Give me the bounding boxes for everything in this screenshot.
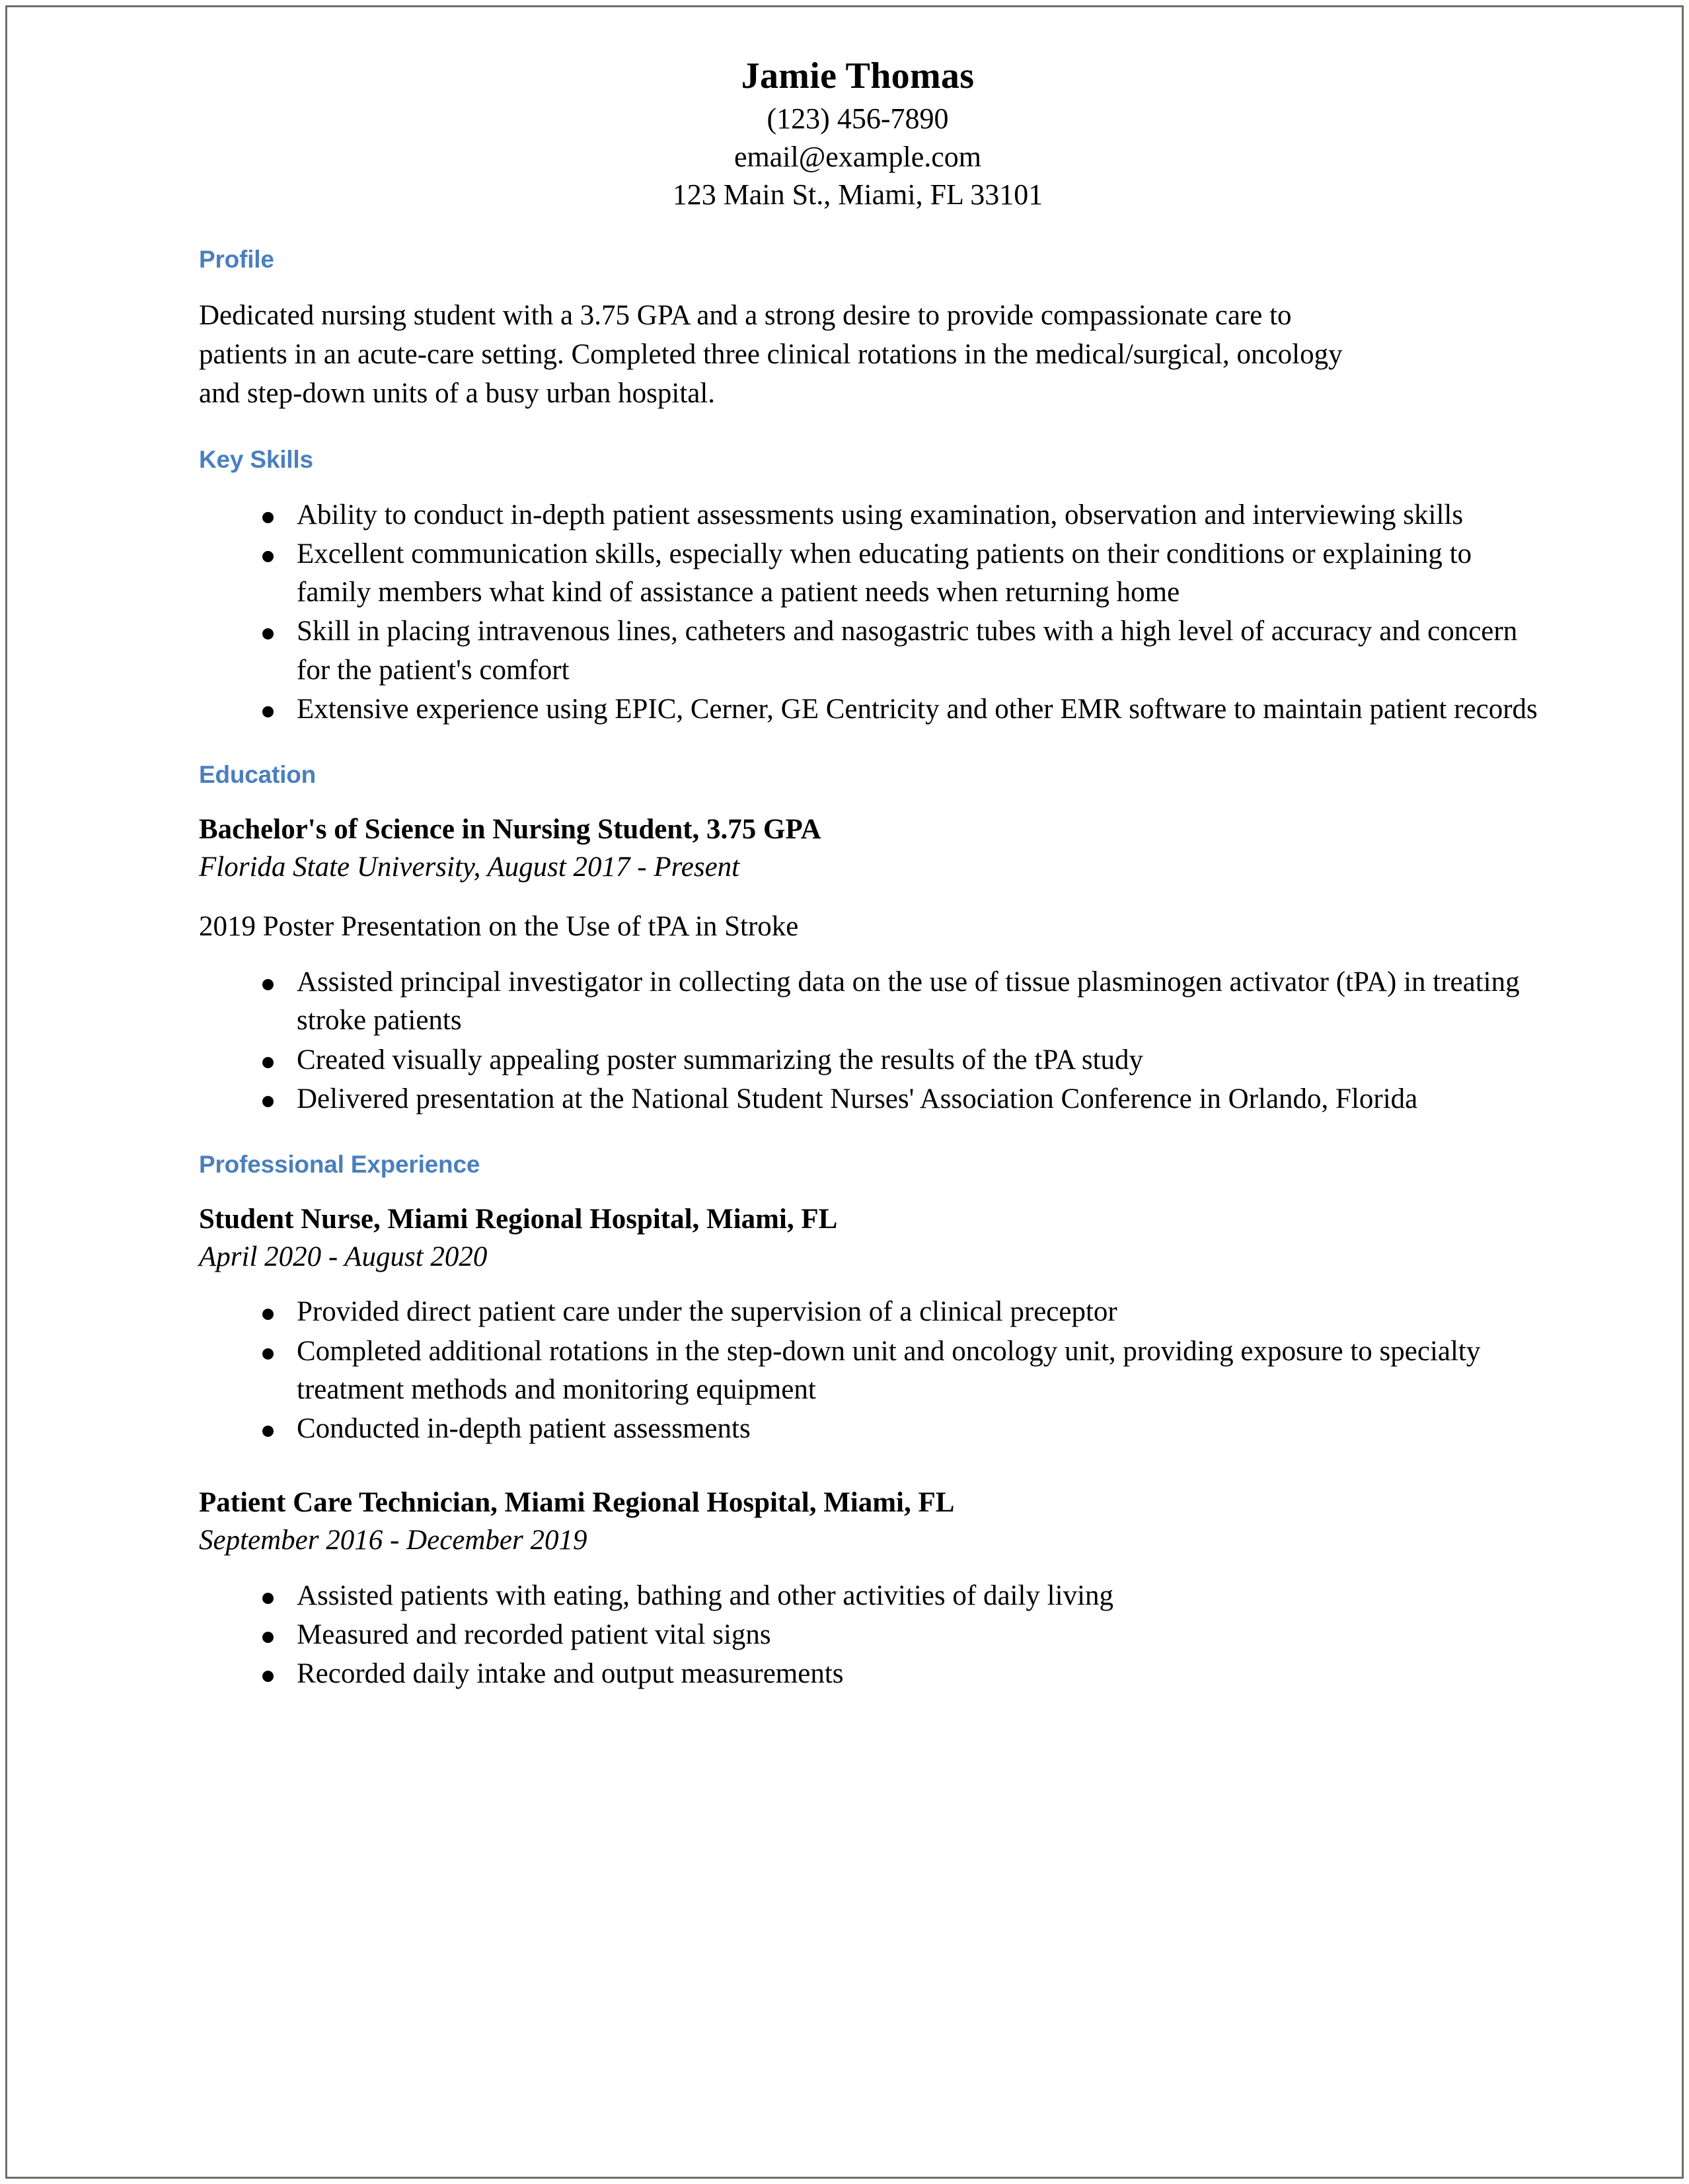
list-item (199, 1080, 1543, 1118)
bullet-dot-icon (262, 1348, 274, 1360)
key-skills-list (199, 496, 1543, 729)
bullet-dot-icon (262, 512, 274, 523)
list-item-text: Measured and recorded patient vital signs (297, 1619, 771, 1651)
list-item (199, 1616, 1543, 1654)
section-heading-key-skills: Key Skills (199, 445, 313, 473)
list-item-text: Recorded daily intake and output measurements (297, 1658, 844, 1690)
job-dates: April 2020 - August 2020 (199, 1241, 488, 1272)
bullet-dot-icon (262, 1671, 274, 1682)
list-item (199, 1410, 1543, 1448)
section-heading-professional-experience: Professional Experience (199, 1151, 480, 1179)
experience-entry-student-nurse (199, 1201, 1543, 1449)
bullet-dot-icon (262, 1632, 274, 1643)
list-item (199, 496, 1543, 534)
bullet-dot-icon (262, 1096, 274, 1107)
section-key-skills (199, 444, 1543, 729)
job-title: Student Nurse, Miami Regional Hospital, Miami, FL (199, 1203, 838, 1235)
list-item (199, 963, 1543, 1040)
candidate-address: 123 Main St., Miami, FL 33101 (672, 178, 1043, 211)
list-item-text: Skill in placing intravenous lines, catheters and nasogastric tubes with a high level of accuracy and concern for the patient's comfort (297, 616, 1518, 686)
list-item (199, 1577, 1543, 1615)
list-item-text: Extensive experience using EPIC, Cerner, GE Centricity and other EMR software to maintain patient records (297, 693, 1538, 725)
bullet-dot-icon (262, 1309, 274, 1320)
bullet-dot-icon (262, 706, 274, 717)
job-duties-list (199, 1577, 1543, 1694)
experience-entry-patient-care-technician (199, 1484, 1543, 1693)
list-item (199, 690, 1543, 729)
education-entry (199, 811, 1543, 1118)
list-item-text: Ability to conduct in-depth patient assessments using examination, observation and interviewing skills (297, 499, 1464, 530)
section-heading-profile: Profile (199, 245, 274, 273)
list-item-text: Delivered presentation at the National Student Nurses' Association Conference in Orlando, Florida (297, 1083, 1418, 1114)
education-school: Florida State University, August 2017 - Present (199, 851, 740, 883)
section-education (199, 759, 1543, 1118)
education-degree: Bachelor's of Science in Nursing Student, 3.75 GPA (199, 813, 821, 845)
list-item-text: Provided direct patient care under the supervision of a clinical preceptor (297, 1296, 1117, 1328)
list-item-text: Excellent communication skills, especially when educating patients on their conditions or explaining to family members what kind of assistance a patient needs when returning home (297, 538, 1472, 608)
list-item (199, 535, 1543, 612)
job-dates: September 2016 - December 2019 (199, 1525, 587, 1556)
list-item (199, 1293, 1543, 1331)
candidate-name: Jamie Thomas (741, 55, 975, 96)
list-item-text: Assisted patients with eating, bathing and other activities of daily living (297, 1580, 1114, 1611)
profile-paragraph: Dedicated nursing student with a 3.75 GPA and a strong desire to provide compassionate care to patients in an acute-care setting. Completed three clinical rotations in the medical/surgical, oncology and step-down units of a busy urban hospital. (199, 299, 1343, 410)
resume-sheet (7, 7, 1682, 2177)
list-item (199, 1655, 1543, 1693)
list-item-text: Conducted in-depth patient assessments (297, 1413, 751, 1445)
page-border (5, 5, 1684, 2179)
job-duties-list (199, 1293, 1543, 1448)
list-item (199, 1041, 1543, 1079)
resume-header (172, 54, 1543, 213)
bullet-dot-icon (262, 1593, 274, 1604)
bullet-dot-icon (262, 1057, 274, 1068)
bullet-dot-icon (262, 628, 274, 639)
list-item-text: Completed additional rotations in the step-down unit and oncology unit, providing exposure to specialty treatment methods and monitoring equipment (297, 1335, 1481, 1405)
section-profile (199, 244, 1543, 414)
list-item (199, 612, 1543, 690)
candidate-email: email@example.com (733, 140, 982, 173)
bullet-dot-icon (262, 979, 274, 990)
entry-spacer (199, 1449, 1543, 1462)
education-list (199, 963, 1543, 1118)
list-item-text: Assisted principal investigator in collecting data on the use of tissue plasminogen activator (tPA) in treating stroke patients (297, 966, 1520, 1037)
candidate-phone: (123) 456-7890 (767, 102, 949, 135)
list-item-text: Created visually appealing poster summarizing the results of the tPA study (297, 1044, 1144, 1075)
list-item (199, 1332, 1543, 1410)
bullet-dot-icon (262, 551, 274, 562)
bullet-dot-icon (262, 1426, 274, 1437)
section-professional-experience (199, 1149, 1543, 1694)
education-poster-note: 2019 Poster Presentation on the Use of tPA in Stroke (199, 911, 799, 943)
section-heading-education: Education (199, 761, 317, 789)
job-title: Patient Care Technician, Miami Regional Hospital, Miami, FL (199, 1487, 955, 1519)
